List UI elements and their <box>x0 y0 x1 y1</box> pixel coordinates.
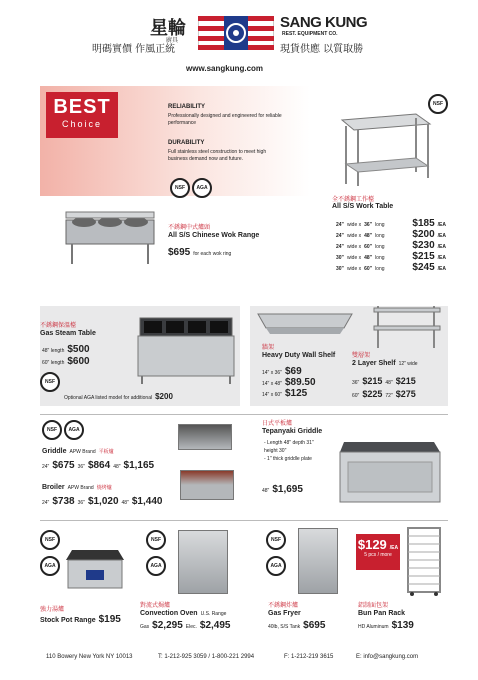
work-table-price: $200 <box>412 229 435 240</box>
broiler-name-en: Broiler <box>42 484 65 491</box>
broiler-price: $1,440 <box>131 496 163 507</box>
steam-note-row <box>64 392 173 401</box>
broiler-price-row: 24" $738 36" $1,020 48" $1,440 <box>42 496 163 507</box>
convection-nsf-badge: NSF <box>146 530 166 550</box>
steam-row: 48" length $500 <box>42 344 90 355</box>
griddle-brand: APW Brand <box>69 449 96 455</box>
stock-pot-aga-badge: AGA <box>40 556 60 576</box>
flag-logo-icon <box>198 16 274 50</box>
work-table-name-en: All S/S Work Table <box>332 203 394 210</box>
fryer-name-en: Gas Fryer <box>268 610 301 617</box>
teppanyaki-name-en: Tepanyaki Griddle <box>262 428 323 435</box>
griddle-nsf-badge: NSF <box>42 420 62 440</box>
layer-shelf-price: $225 <box>362 389 383 399</box>
steam-row: 60" length $600 <box>42 356 90 367</box>
layer-shelf-name-en: 2 Layer Shelf <box>352 360 396 367</box>
teppanyaki-image <box>338 432 442 508</box>
fryer-price: $695 <box>303 620 326 631</box>
work-table-price-list <box>336 218 446 273</box>
wok-note: for each wok ring <box>193 251 232 257</box>
work-table-image <box>336 112 432 188</box>
layer-shelf-title-row <box>352 360 418 367</box>
broiler-name-cn: 燒烤爐 <box>96 485 112 491</box>
steam-nsf-badge: NSF <box>40 372 60 392</box>
rack-image <box>404 526 444 598</box>
nsf-badge: NSF <box>170 178 190 198</box>
stock-pot-row <box>40 614 121 625</box>
fryer-image <box>298 528 338 594</box>
griddle-title-row <box>42 448 114 455</box>
footer-email[interactable]: E: info@sangkung.com <box>356 654 419 660</box>
steam-note: Optional AGA listed model for additional <box>64 395 153 401</box>
stock-pot-price: $195 <box>98 614 121 625</box>
griddle-price: $1,165 <box>123 460 155 471</box>
layer-shelf-price: $215 <box>362 376 383 386</box>
durability-title: DURABILITY <box>168 140 205 146</box>
best-title: BEST <box>53 96 111 118</box>
steam-name-cn: 不銹鋼保溫檯 <box>40 322 77 329</box>
work-table-price: $230 <box>412 240 435 251</box>
work-table-row: 24" wide x 48" long $200 /EA <box>336 229 446 240</box>
work-table-price: $215 <box>412 251 435 262</box>
wall-shelf-row: 14" x 60" $125 <box>262 388 308 399</box>
wall-shelf-list <box>262 366 316 399</box>
rack-sub: HD Aluminum <box>358 624 389 630</box>
work-table-row: 24" wide x 60" long $230 /EA <box>336 240 446 251</box>
footer-fax: F: 1-212-219 3615 <box>284 654 334 660</box>
griddle-price: $675 <box>52 460 75 471</box>
steam-price: $500 <box>67 344 90 355</box>
website[interactable]: www.sangkung.com <box>186 64 264 73</box>
stock-pot-name-en: Stock Pot Range <box>40 617 96 624</box>
griddle-image <box>178 424 232 450</box>
teppanyaki-spec: - 1" thick griddle plate <box>264 456 312 462</box>
wall-shelf-price: $125 <box>284 388 308 399</box>
rack-promo-badge <box>356 534 400 570</box>
fryer-nsf-badge: NSF <box>266 530 286 550</box>
brand-cn-sub: 廚具 <box>166 37 179 44</box>
footer <box>40 654 450 666</box>
griddle-name-en: Griddle <box>42 448 67 455</box>
rack-promo-note: 5 pcs / more <box>364 552 392 558</box>
work-table-row: 24" wide x 36" long $185 /EA <box>336 218 446 229</box>
best-subtitle: Choice <box>61 119 102 129</box>
rack-name-cn: 鋁制面包架 <box>358 602 389 609</box>
rack-promo-row: $129 /EA <box>357 537 399 552</box>
teppanyaki-price: $1,695 <box>272 484 303 495</box>
brand-cn: 星輪 <box>150 18 186 39</box>
teppanyaki-spec: height 30" <box>264 448 287 454</box>
fryer-aga-badge: AGA <box>266 556 286 576</box>
convection-elec-price: $2,495 <box>199 620 231 631</box>
rack-name-en: Bun Pan Rack <box>358 610 406 617</box>
flag-logo <box>198 16 274 50</box>
fryer-price-row <box>268 620 325 631</box>
steam-table-image <box>132 314 236 386</box>
brand-en-sub: REST. EQUIPMENT CO. <box>282 31 338 37</box>
reliability-title: RELIABILITY <box>168 104 205 110</box>
convection-name-en: Convection Oven <box>140 610 198 617</box>
wall-shelf-name-en: Heavy Duty Wall Shelf <box>262 352 336 359</box>
broiler-image <box>180 470 234 500</box>
rack-price: $139 <box>391 620 414 631</box>
reliability-text: Professionally designed and engineered for reliable performance <box>168 113 282 126</box>
stock-pot-nsf-badge: NSF <box>40 530 60 550</box>
convection-oven-image <box>178 530 228 594</box>
fryer-name-cn: 不銹鋼炸爐 <box>268 602 299 609</box>
durability-text: Full stainless steel construction to meet high business demand now and future. <box>168 149 267 162</box>
wall-shelf-row: 14" x 48" $89.50 <box>262 377 316 388</box>
work-table-row: 30" wide x 48" long $215 /EA <box>336 251 446 262</box>
rack-promo-price: $129 <box>357 537 387 552</box>
wok-price-row <box>168 247 231 258</box>
divider <box>40 414 448 415</box>
stock-pot-image <box>64 536 126 592</box>
layer-shelf-price: $215 <box>395 376 416 386</box>
work-table-row: 30" wide x 60" long $245 /EA <box>336 262 446 273</box>
layer-shelf-row: 36" $215 48" $215 <box>352 376 416 386</box>
work-table-price: $185 <box>412 218 435 229</box>
broiler-title-row <box>42 484 112 491</box>
layer-shelf-price: $275 <box>395 389 416 399</box>
wok-price: $695 <box>168 247 191 258</box>
teppanyaki-spec: - Length 48" depth 31" <box>264 440 314 446</box>
griddle-name-cn: 平板爐 <box>98 449 114 455</box>
aga-badge: AGA <box>192 178 212 198</box>
griddle-aga-badge: AGA <box>64 420 84 440</box>
divider <box>40 520 448 521</box>
broiler-price: $738 <box>52 496 75 507</box>
steam-price: $600 <box>67 356 90 367</box>
footer-tel[interactable]: T: 1-212-925 3059 / 1-800-221 2994 <box>158 654 255 660</box>
wall-shelf-row: 14" x 36" $69 <box>262 366 302 377</box>
wall-shelf-price: $69 <box>284 366 302 377</box>
layer-shelf-wide: 12" wide <box>398 361 418 367</box>
fryer-sub: 40lb, S/S Tank <box>268 624 301 630</box>
griddle-price: $864 <box>87 460 111 471</box>
slogan-right: 現貨供應 以質取勝 <box>280 44 364 55</box>
brand-en: SANG KUNG <box>280 14 368 31</box>
convection-aga-badge: AGA <box>146 556 166 576</box>
wall-shelf-price: $89.50 <box>284 377 316 388</box>
convection-name-cn: 對流式焗爐 <box>140 602 171 609</box>
wall-shelf-image <box>256 310 356 340</box>
steam-note-price: $200 <box>155 392 173 401</box>
wok-range-image <box>62 206 158 266</box>
layer-shelf-name-cn: 雙層架 <box>352 352 371 359</box>
work-table-name-cn: 全不銹鋼工作檯 <box>332 196 375 203</box>
work-table-price: $245 <box>412 262 435 273</box>
convection-title-row <box>140 610 226 617</box>
griddle-price-row: 24" $675 36" $864 48" $1,165 <box>42 460 155 471</box>
steam-name-en: Gas Steam Table <box>40 330 96 337</box>
wok-name-en: All S/S Chinese Wok Range <box>168 232 260 239</box>
teppanyaki-name-cn: 日式平板爐 <box>262 420 293 427</box>
broiler-price: $1,020 <box>87 496 119 507</box>
convection-gas-price: $2,295 <box>152 620 183 631</box>
convection-sub: U.S. Range <box>200 611 227 617</box>
stock-pot-name-cn: 強力湯爐 <box>40 606 65 613</box>
layer-shelf-image <box>372 304 442 350</box>
slogan-left: 明碼實價 作風正統 <box>92 44 176 55</box>
wall-shelf-name-cn: 牆架 <box>262 344 275 351</box>
broiler-brand: APW Brand <box>67 485 94 491</box>
best-badge <box>46 92 118 138</box>
work-table-nsf-badge: NSF <box>428 94 448 114</box>
convection-price-row: Gas $2,295 Elec. $2,495 <box>140 620 231 631</box>
wok-name-cn: 不銹鋼中式爐頭 <box>168 224 211 231</box>
footer-address: 110 Bowery New York NY 10013 <box>46 654 133 660</box>
layer-shelf-row: 60" $225 72" $275 <box>352 389 416 399</box>
teppanyaki-price-row: 48" $1,695 <box>262 484 303 495</box>
rack-price-row <box>358 620 414 631</box>
